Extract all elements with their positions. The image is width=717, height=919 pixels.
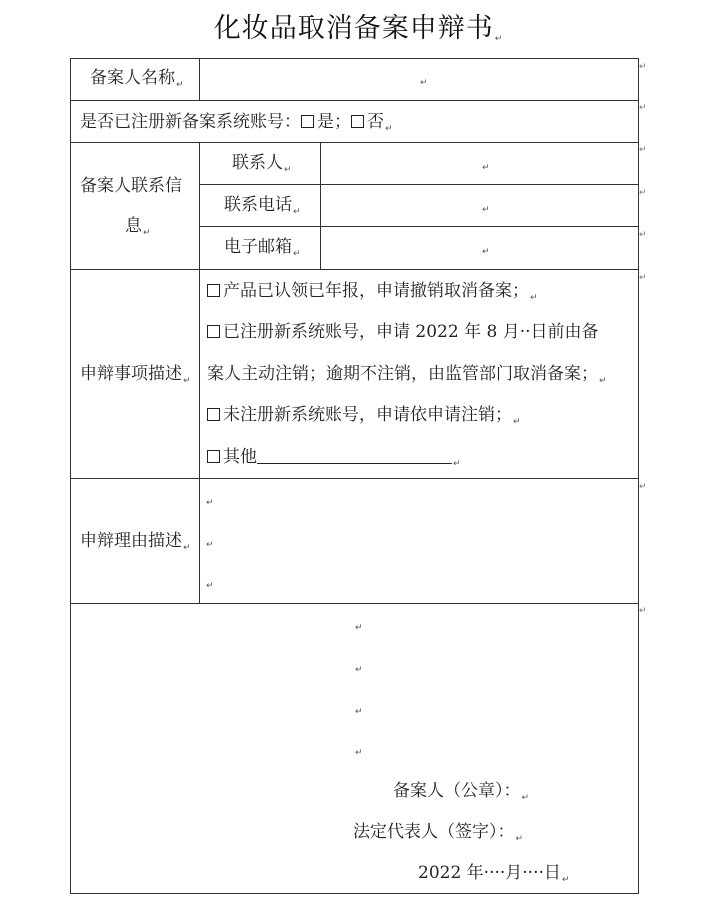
contact-group-label-cont: 息$_↵$ [125, 216, 151, 238]
contact-person-label: 联系人$_↵$ [232, 153, 292, 175]
matters-label: 申辩事项描述$_↵$ [80, 364, 191, 386]
sign-blank-3[interactable]: ↵ [355, 707, 363, 717]
row-end-mark: ↵ [639, 482, 647, 492]
row-end-mark: ↵ [639, 230, 647, 240]
matter-option-3-checkbox[interactable] [207, 408, 220, 421]
reason-label: 申辩理由描述$_↵$ [80, 531, 191, 553]
matter-option-4-checkbox[interactable] [207, 450, 220, 463]
sign-blank-1[interactable]: ↵ [355, 623, 363, 633]
registered-yes-checkbox[interactable] [301, 115, 314, 128]
filer-name-label: 备案人名称$_↵$ [90, 68, 184, 90]
reason-line-1[interactable]: ↵ [206, 498, 214, 508]
matter-option-4: 其他 $_↵$ [207, 445, 461, 475]
other-blank-line[interactable] [257, 445, 452, 464]
filer-seal-label: 备案人（公章）：$_↵$ [393, 781, 530, 803]
contact-group-label: 备案人联系信 [80, 176, 182, 196]
reason-line-2[interactable]: ↵ [206, 540, 214, 550]
row-end-mark: ↵ [639, 188, 647, 198]
contact-phone-field[interactable]: ↵ [482, 205, 490, 215]
registered-no-checkbox[interactable] [351, 115, 364, 128]
sign-blank-4[interactable]: ↵ [355, 748, 363, 758]
contact-email-label: 电子邮箱$_↵$ [224, 237, 301, 259]
row-end-mark: ↵ [639, 606, 647, 616]
legal-rep-label: 法定代表人（签字）：$_↵$ [353, 822, 524, 844]
contact-phone-label: 联系电话$_↵$ [224, 195, 301, 217]
reason-line-3[interactable]: ↵ [206, 581, 214, 591]
registered-question: 是否已注册新备案系统账号： 是； 否$_↵$ [80, 112, 393, 134]
matter-option-1-checkbox[interactable] [207, 284, 220, 297]
matter-option-2: 已注册新系统账号，申请 2022 年 8 月··日前由备 [207, 321, 599, 343]
matter-option-3: 未注册新系统账号，申请依申请注销；$_↵$ [207, 404, 521, 433]
matter-option-2-checkbox[interactable] [207, 325, 220, 338]
contact-person-field[interactable]: ↵ [482, 163, 490, 173]
row-end-mark: ↵ [639, 103, 647, 113]
row-end-mark: ↵ [639, 62, 647, 72]
sign-blank-2[interactable]: ↵ [355, 665, 363, 675]
sign-date: 2022 年····月····日$_↵$ [418, 863, 570, 885]
page-title: 化妆品取消备案申辩书↵ [213, 13, 504, 44]
matter-option-2-cont: 案人主动注销；逾期不注销，由监管部门取消备案；$_↵$ [207, 364, 607, 386]
contact-email-field[interactable]: ↵ [482, 247, 490, 257]
matter-option-1: 产品已认领已年报，申请撤销取消备案；$_↵$ [207, 280, 538, 309]
row-end-mark: ↵ [639, 145, 647, 155]
filer-name-field[interactable]: ↵ [420, 78, 428, 88]
row-end-mark: ↵ [639, 273, 647, 283]
